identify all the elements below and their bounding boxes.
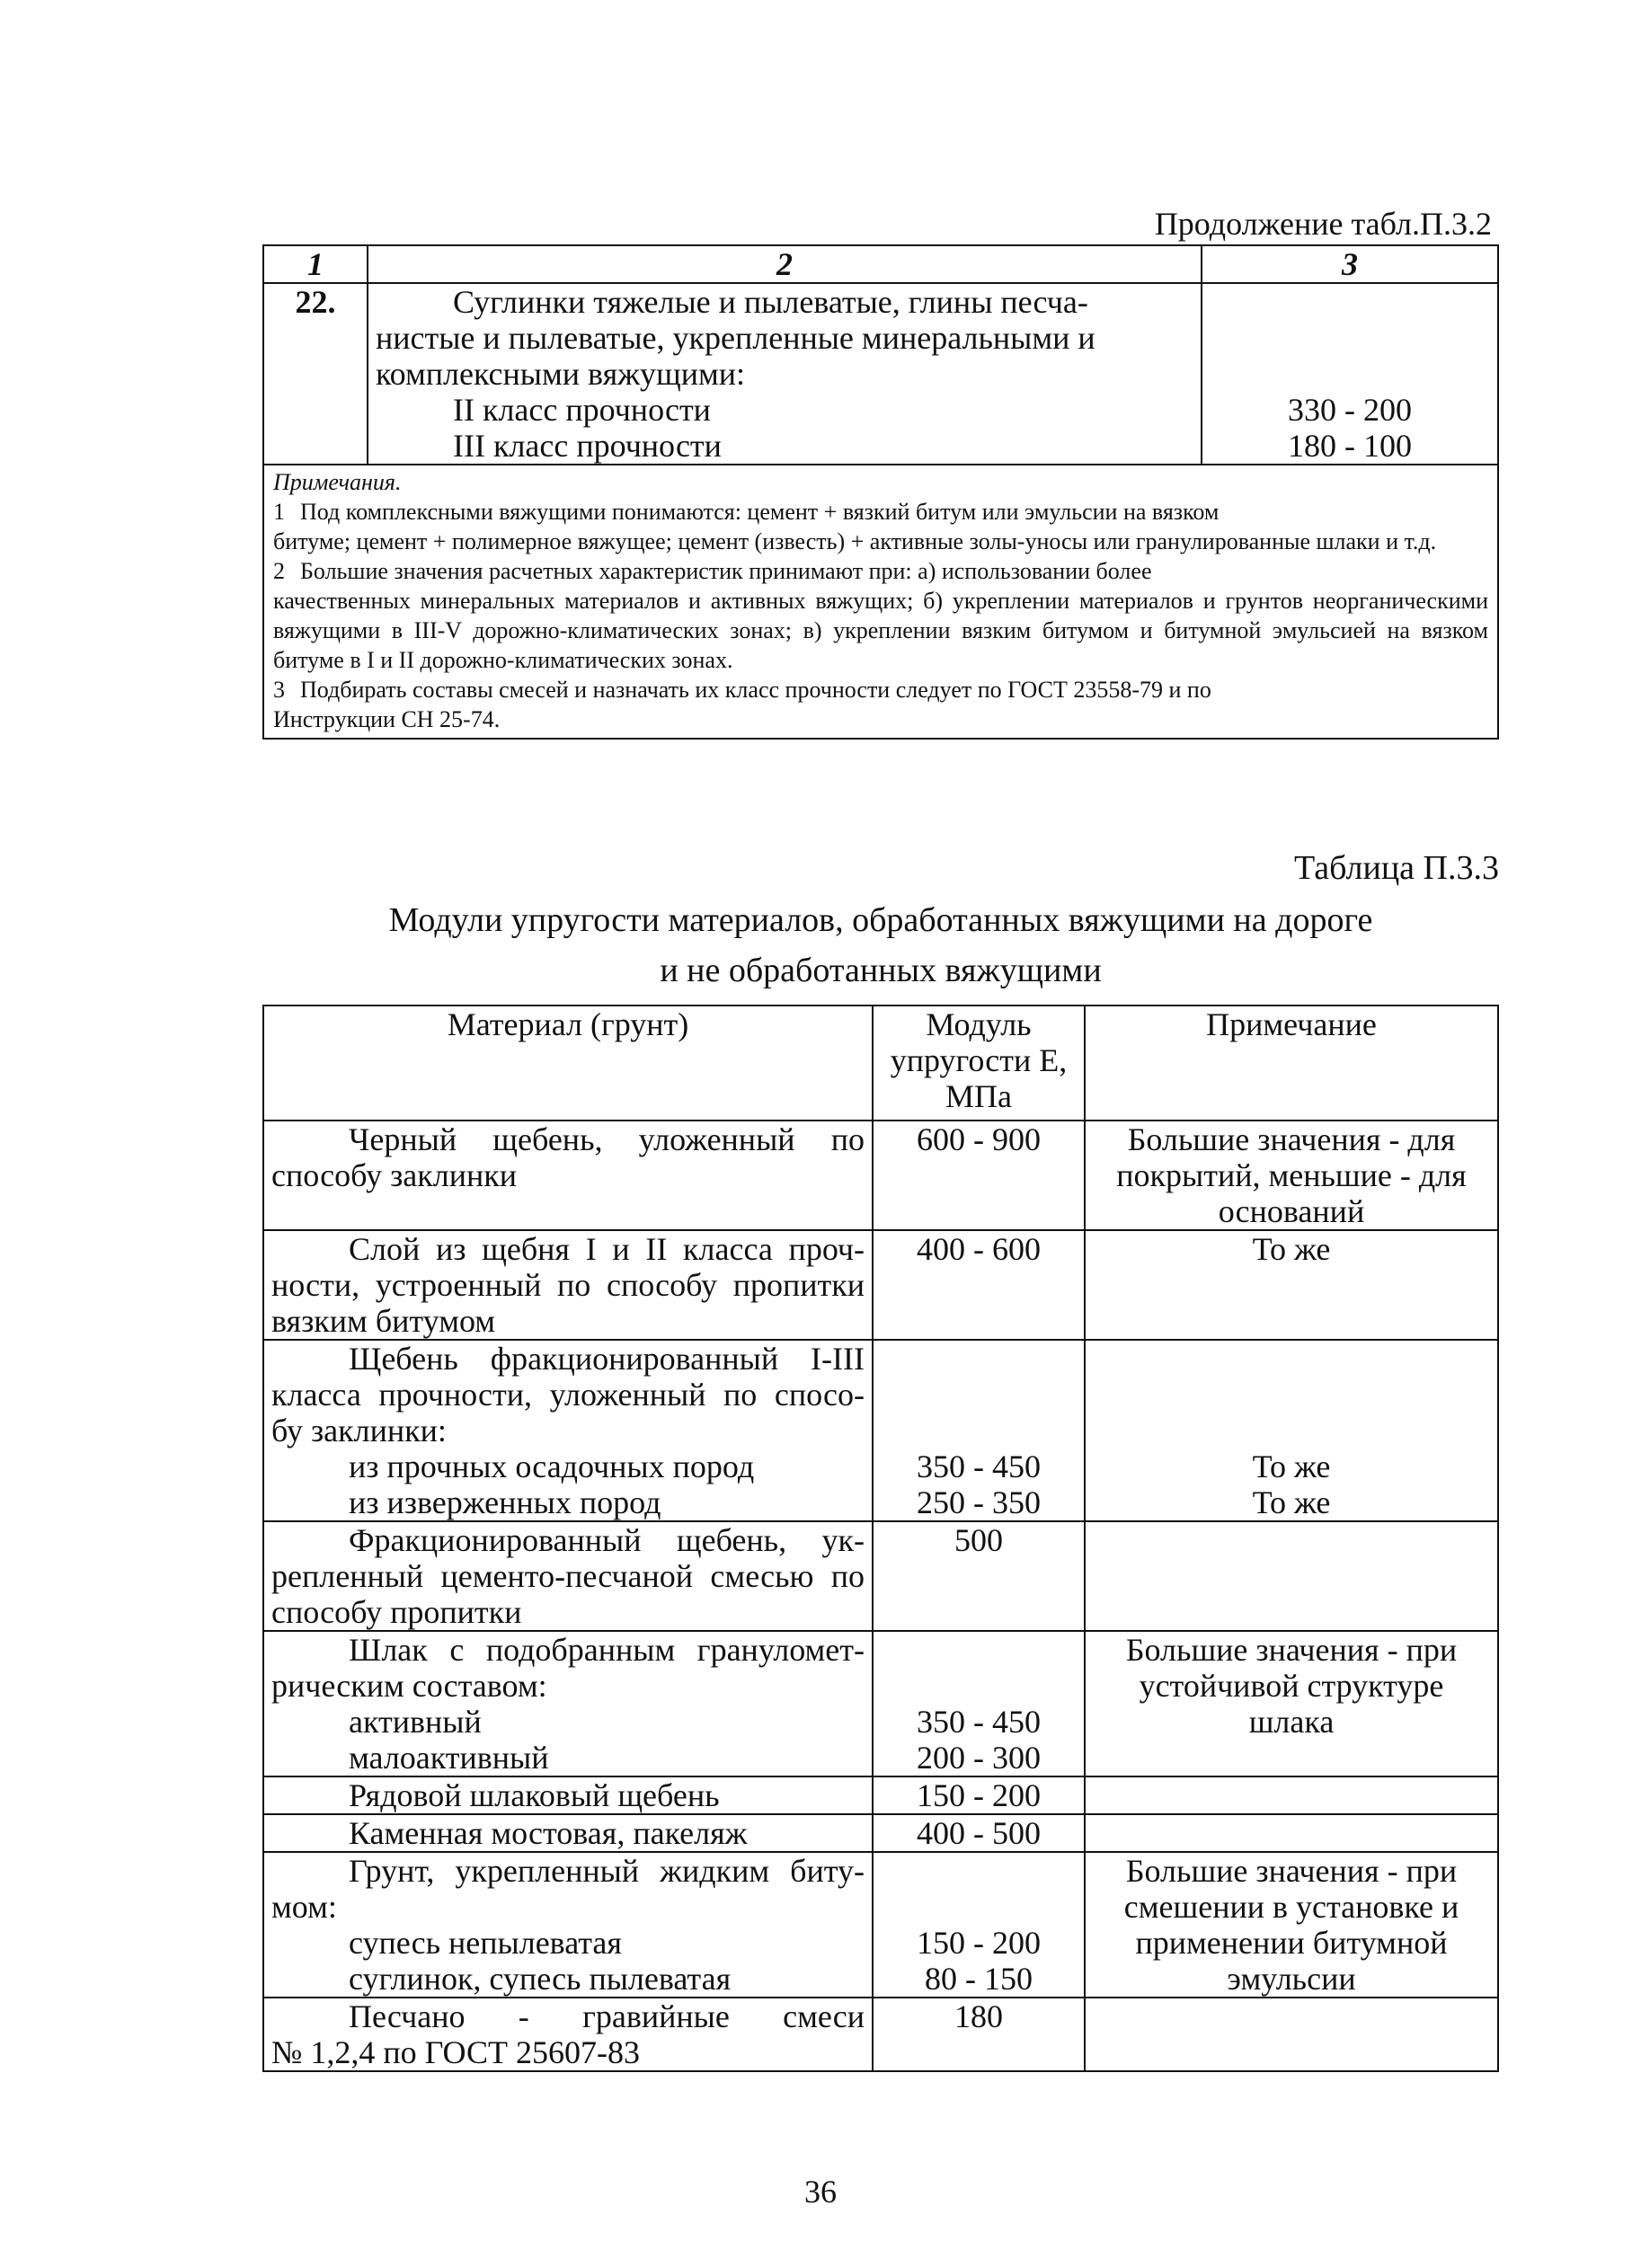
material-line: мом: <box>271 1889 337 1925</box>
table-title-line-1: Модули упругости материалов, обработанных вяжущими на дороге <box>388 901 1373 939</box>
header-modulus-line: Модуль <box>926 1006 1032 1042</box>
note-number: 2 <box>273 558 285 584</box>
material-line: репленный цементо-песчаной смесью по <box>271 1558 865 1594</box>
header-modulus <box>873 1006 1085 1121</box>
note-item <box>273 556 1488 586</box>
material-line: Черный щебень, уложенный по <box>349 1121 865 1157</box>
modulus-cell <box>873 1121 1085 1230</box>
header-col-3: 3 <box>1202 245 1498 283</box>
description-line: комплексными вяжущими: <box>376 356 746 392</box>
modulus-cell <box>873 1998 1085 2071</box>
material-cell <box>263 1631 873 1776</box>
note-line: эмульсии <box>1227 1961 1356 1997</box>
material-subitem: суглинок, супесь пылеватая <box>349 1961 732 1997</box>
material-cell <box>263 1852 873 1998</box>
note-number: 3 <box>273 677 285 703</box>
sub-item-label: III класс прочности <box>453 428 722 464</box>
material-line: Рядовой шлаковый щебень <box>349 1777 720 1813</box>
material-line: способу пропитки <box>271 1594 522 1630</box>
note-cell <box>1085 1852 1498 1998</box>
material-cell <box>263 1776 873 1814</box>
table-row <box>263 1852 1498 1998</box>
material-subitem: из изверженных пород <box>349 1484 661 1520</box>
sub-item-value: 330 - 200 <box>1288 392 1412 428</box>
sub-item-label: II класс прочности <box>453 392 711 428</box>
table-header-row <box>263 245 1498 283</box>
material-cell <box>263 1998 873 2071</box>
note-item <box>273 675 1488 704</box>
material-subitem: супесь непылеватая <box>349 1925 622 1961</box>
note-line: устойчивой структуре <box>1139 1668 1444 1704</box>
note-line: Большие значения - для <box>1127 1121 1456 1157</box>
header-note: Примечание <box>1085 1006 1498 1121</box>
table-row <box>263 283 1498 465</box>
note-line: шлака <box>1248 1704 1335 1740</box>
material-line: вязким битумом <box>271 1303 496 1339</box>
row-description <box>368 283 1202 465</box>
material-cell <box>263 1121 873 1230</box>
modulus-value: 180 <box>954 1998 1003 2034</box>
note-line: То же <box>1252 1449 1331 1484</box>
material-line: Слой из щебня I и II класса проч- <box>349 1231 865 1267</box>
table-header-row <box>263 1006 1498 1121</box>
table-row <box>263 1776 1498 1814</box>
table-label: Таблица П.3.3 <box>1294 849 1499 887</box>
note-line: покрытий, меньшие - для <box>1116 1157 1467 1193</box>
modulus-value: 250 - 350 <box>917 1484 1041 1520</box>
table-row <box>263 1631 1498 1776</box>
modulus-value: 400 - 500 <box>917 1815 1041 1851</box>
description-line: нистые и пылеватые, укрепленные минеральными и <box>376 320 1095 356</box>
table-row <box>263 1121 1498 1230</box>
sub-item-value: 180 - 100 <box>1288 428 1412 464</box>
material-cell <box>263 1230 873 1340</box>
material-subitem: из прочных осадочных пород <box>349 1449 755 1484</box>
note-line: смешении в установке и <box>1123 1889 1459 1925</box>
row-values <box>1202 283 1498 465</box>
header-col-2: 2 <box>368 245 1202 283</box>
material-line: рическим составом: <box>271 1668 547 1704</box>
modulus-cell <box>873 1852 1085 1998</box>
note-continuation: битуме; цемент + полимерное вяжущее; цемент (известь) + активные золы-уносы или гранулированные шлаки и т.д. <box>273 528 1437 554</box>
material-subitem: малоактивный <box>349 1740 549 1776</box>
notes-title: Примечания. <box>273 469 402 495</box>
material-line: класса прочности, уложенный по спосо- <box>271 1377 865 1413</box>
table-row <box>263 1998 1498 2071</box>
description-line: Суглинки тяжелые и пылеватые, глины песча- <box>453 284 1088 320</box>
note-continuation: Инструкции СН 25-74. <box>273 706 501 732</box>
note-line: оснований <box>1218 1193 1365 1229</box>
notes-cell <box>263 465 1498 739</box>
note-line: Большие значения - при <box>1125 1853 1458 1889</box>
material-line: Каменная мостовая, пакеляж <box>349 1815 748 1851</box>
modulus-value: 500 <box>954 1522 1003 1558</box>
note-line: То же <box>1252 1484 1331 1520</box>
modulus-value: 400 - 600 <box>917 1231 1041 1267</box>
modulus-value: 350 - 450 <box>917 1704 1041 1740</box>
note-cell <box>1085 1230 1498 1340</box>
continuation-caption: Продолжение табл.П.3.2 <box>1154 206 1492 242</box>
table-row <box>263 1230 1498 1340</box>
material-subitem: активный <box>349 1704 482 1740</box>
modulus-cell <box>873 1814 1085 1852</box>
material-line: способу заклинки <box>271 1157 518 1193</box>
notes-row <box>263 465 1498 739</box>
note-cell <box>1085 1121 1498 1230</box>
header-modulus-line: МПа <box>945 1078 1012 1114</box>
material-line: № 1,2,4 по ГОСТ 25607-83 <box>271 2034 640 2070</box>
note-item <box>273 497 1488 527</box>
table-row <box>263 1521 1498 1631</box>
table-row <box>263 1814 1498 1852</box>
note-continuation: качественных минеральных материалов и активных вяжущих; б) укреплении материалов и грунтов неорганическими вяжущими в III-V дорожно-климатических зонах; в) укреплении вязким битумом и битумной эмульсией на вязком битуме в I и II дорожно-климатических зонах. <box>273 588 1488 673</box>
modulus-value: 600 - 900 <box>917 1121 1041 1157</box>
modulus-value: 80 - 150 <box>925 1961 1033 1997</box>
note-cell <box>1085 1998 1498 2071</box>
modulus-value: 150 - 200 <box>917 1777 1041 1813</box>
material-line: Фракционированный щебень, ук- <box>349 1522 865 1558</box>
note-text: Большие значения расчетных характеристик принимают при: а) использовании более <box>300 558 1152 584</box>
header-col-1: 1 <box>263 245 368 283</box>
note-cell <box>1085 1814 1498 1852</box>
modulus-cell <box>873 1521 1085 1631</box>
modulus-cell <box>873 1776 1085 1814</box>
material-line: Грунт, укрепленный жидким биту- <box>349 1853 865 1889</box>
note-cell <box>1085 1776 1498 1814</box>
note-text: Под комплексными вяжущими понимаются: цемент + вязкий битум или эмульсии на вязком <box>300 499 1220 525</box>
header-modulus-line: упругости Е, <box>890 1042 1068 1078</box>
material-line: бу заклинки: <box>271 1413 447 1449</box>
modulus-cell <box>873 1340 1085 1521</box>
note-number: 1 <box>273 499 285 525</box>
material-line: Шлак с подобранным грануломет- <box>349 1632 865 1668</box>
note-line: Большие значения - при <box>1125 1632 1458 1668</box>
note-line: То же <box>1252 1231 1331 1267</box>
note-cell <box>1085 1521 1498 1631</box>
material-cell <box>263 1814 873 1852</box>
modulus-value: 200 - 300 <box>917 1740 1041 1776</box>
material-line: ности, устроенный по способу пропитки <box>271 1267 865 1303</box>
table-title-line-2: и не обработанных вяжущими <box>660 952 1102 989</box>
modulus-value: 350 - 450 <box>917 1449 1041 1484</box>
modulus-cell <box>873 1230 1085 1340</box>
material-cell <box>263 1340 873 1521</box>
page-number: 36 <box>804 2174 837 2210</box>
modulus-value: 150 - 200 <box>917 1925 1041 1961</box>
modulus-cell <box>873 1631 1085 1776</box>
note-text: Подбирать составы смесей и назначать их класс прочности следует по ГОСТ 23558-79 и по <box>300 677 1211 703</box>
elasticity-modulus-table <box>262 1005 1499 2072</box>
row-number: 22. <box>263 283 368 465</box>
header-material: Материал (грунт) <box>263 1006 873 1121</box>
material-line: Щебень фракционированный I-III <box>349 1341 865 1377</box>
note-cell <box>1085 1631 1498 1776</box>
note-cell <box>1085 1340 1498 1521</box>
note-line: применении битумной <box>1135 1925 1448 1961</box>
table-row <box>263 1340 1498 1521</box>
material-line: Песчано - гравийные смеси <box>349 1998 865 2034</box>
material-cell <box>263 1521 873 1631</box>
continuation-table <box>262 244 1499 740</box>
